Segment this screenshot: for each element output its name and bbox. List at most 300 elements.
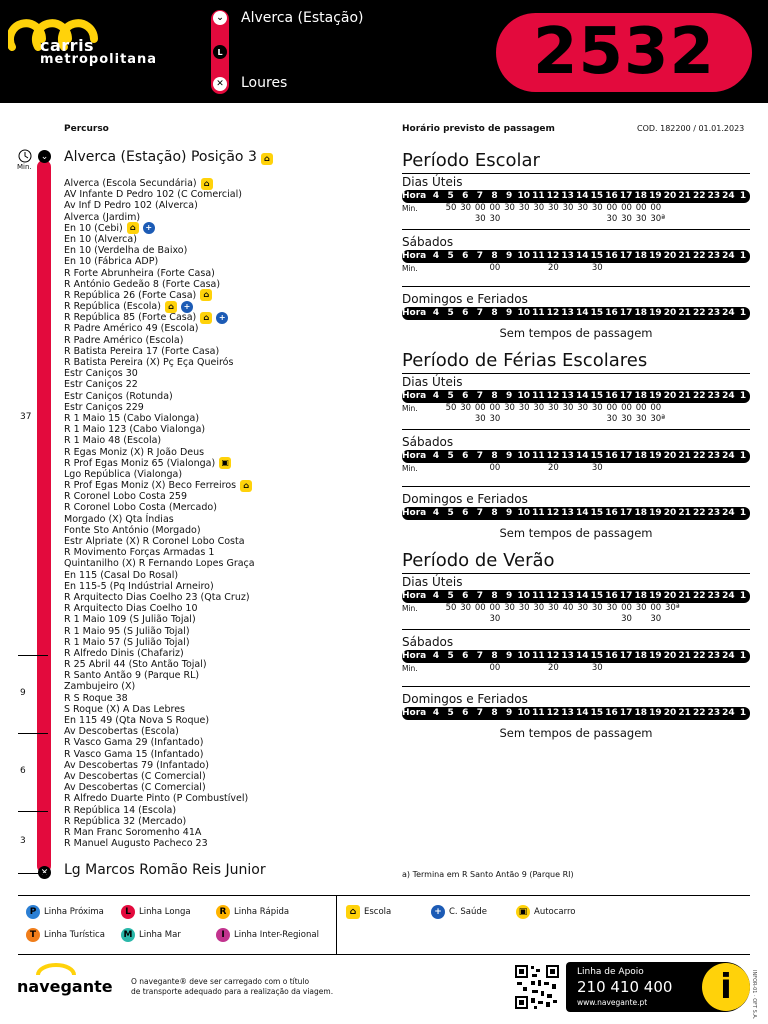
period-title: Período de Verão [402, 550, 750, 574]
stop-name: R Padre Américo (Escola) [64, 334, 184, 346]
hour-cell: 11 [532, 308, 545, 318]
hour-cell: 9 [505, 308, 513, 318]
hour-cell: 20 [663, 251, 677, 261]
hour-cell: 5 [447, 391, 454, 401]
hour-cell: 6 [462, 308, 469, 318]
minute-cell: 00 [650, 603, 662, 613]
stop-item[interactable] [64, 648, 344, 659]
hour-cell: 17 [619, 191, 633, 201]
hour-cell: 6 [462, 708, 469, 718]
stop-name: R Santo Antão 9 (Parque RL) [64, 670, 200, 682]
stop-item[interactable] [64, 637, 344, 648]
hour-cell: 7 [476, 251, 483, 261]
hour-cell: 5 [447, 451, 454, 461]
stop-item[interactable] [64, 603, 344, 614]
hour-cell: 6 [462, 651, 469, 661]
hour-cell: 4 [432, 591, 440, 601]
hour-cell: 17 [619, 708, 633, 718]
hour-cell: 23 [707, 191, 721, 201]
hour-cell: 11 [532, 651, 545, 661]
hour-cell: 19 [649, 451, 662, 461]
stop-name: Zambujeiro (X) [64, 681, 136, 693]
hours-header [402, 590, 750, 603]
stop-name: Estr Caniços 30 [64, 368, 138, 380]
minute-cell: 30 [621, 414, 632, 424]
minutes-row [402, 463, 750, 474]
minute-cell: 30 [621, 614, 632, 624]
minutes-label: Min. [17, 163, 32, 171]
minutes-label: Min. [402, 404, 418, 413]
stop-name: R 1 Maio 48 (Escola) [64, 435, 162, 447]
hour-cell: 23 [707, 391, 721, 401]
hour-cell: 13 [561, 591, 574, 601]
minute-cell: 30 [460, 603, 472, 613]
minute-cell: 00 [621, 403, 632, 413]
stop-item[interactable] [64, 782, 344, 793]
hour-cell: 22 [692, 191, 706, 201]
help-url[interactable]: www.navegante.pt [577, 998, 648, 1007]
stop-item[interactable] [64, 626, 344, 637]
stop-item[interactable] [64, 178, 344, 189]
bus-icon: ▣ [516, 905, 530, 919]
stop-item[interactable] [64, 558, 344, 569]
stop-item[interactable] [64, 458, 344, 469]
stop-item[interactable] [64, 245, 344, 256]
stop-item[interactable] [64, 805, 344, 816]
legend-label: Autocarro [534, 907, 576, 917]
schedule-label: Horário previsto de passagem [402, 124, 555, 134]
hours-label: Hora [402, 708, 427, 718]
stop-item[interactable] [64, 771, 344, 782]
stop-name: AV Infante D Pedro 102 (C Comercial) [64, 189, 242, 201]
stop-item[interactable] [64, 749, 344, 760]
segment-minutes: 9 [20, 688, 26, 698]
hours-header [402, 250, 750, 263]
hour-cell: 7 [476, 191, 483, 201]
minute-cell: 30 [489, 614, 501, 624]
stop-item[interactable] [64, 268, 344, 279]
hour-cell: 23 [707, 251, 721, 261]
stop-item[interactable] [64, 469, 344, 480]
stop-name: Fonte Sto António (Morgado) [64, 524, 201, 536]
health-icon: + [181, 301, 193, 313]
hour-cell: 10 [517, 251, 530, 261]
minutes-label: Min. [402, 664, 418, 673]
minute-cell: 30 [474, 414, 486, 424]
help-title: Linha de Apoio [577, 967, 644, 977]
school-icon: ⌂ [346, 905, 360, 919]
legend-label: Linha Turística [44, 930, 105, 940]
stop-item[interactable] [64, 838, 344, 849]
hour-cell: 4 [432, 651, 440, 661]
stop-name: Estr Caniços (Rotunda) [64, 390, 173, 402]
divider [402, 629, 750, 630]
stop-item[interactable] [64, 525, 344, 536]
hour-cell: 15 [590, 308, 604, 318]
hour-cell: 18 [634, 308, 647, 318]
minute-cell: 00 [474, 403, 486, 413]
school-icon: ⌂ [165, 301, 177, 313]
hour-cell: 23 [707, 591, 721, 601]
code-label: COD. 182200 / 01.01.2023 [637, 124, 745, 133]
brand-subname: metropolitana [40, 52, 158, 67]
no-times-message: Sem tempos de passagem [499, 726, 653, 740]
minute-cell: 20 [547, 263, 559, 273]
minutes-row [402, 263, 750, 274]
hour-cell: 10 [517, 708, 530, 718]
stop-item[interactable] [64, 514, 344, 525]
hour-cell: 22 [692, 591, 706, 601]
stop-item[interactable] [64, 793, 344, 804]
line-type-badge: M [121, 928, 135, 942]
stop-item[interactable] [64, 379, 344, 390]
minute-cell: 30 [504, 603, 515, 613]
hour-cell: 23 [707, 708, 721, 718]
stop-name: Morgado (X) Qta Índias [64, 513, 174, 525]
stop-name: R República 85 (Forte Casa) [64, 312, 197, 324]
schedule-panel [402, 150, 750, 740]
hours-label: Hora [402, 251, 427, 261]
school-icon: ⌂ [127, 222, 139, 234]
hour-cell: 6 [462, 508, 469, 518]
stop-name: R 1 Maio 95 (S Julião Tojal) [64, 625, 190, 637]
stop-item[interactable] [64, 301, 344, 312]
hour-cell: 13 [561, 251, 574, 261]
stop-name: R Padre Américo 49 (Escola) [64, 323, 199, 335]
minute-cell: 40 [562, 603, 574, 613]
stop-name: R Movimento Forças Armadas 1 [64, 547, 215, 559]
hours-label: Hora [402, 591, 427, 601]
hours-label: Hora [402, 508, 427, 518]
hour-cell: 15 [590, 651, 604, 661]
hour-cell: 12 [546, 708, 560, 718]
bus-icon: ▣ [219, 457, 231, 469]
stop-name: R Alfredo Dinis (Chafariz) [64, 647, 184, 659]
hour-cell: 24 [722, 251, 735, 261]
hour-cell: 19 [649, 251, 662, 261]
hour-cell: 18 [634, 508, 647, 518]
stop-item[interactable] [64, 670, 344, 681]
hour-cell: 21 [678, 391, 691, 401]
stop-item[interactable] [64, 592, 344, 603]
hour-cell: 6 [462, 391, 469, 401]
school-icon: ⌂ [261, 153, 273, 165]
stop-item[interactable] [64, 290, 344, 301]
stop-item[interactable] [64, 447, 344, 458]
stop-item[interactable] [64, 212, 344, 223]
line-type-badge: I [216, 928, 230, 942]
minute-cell: 30ª [650, 414, 666, 424]
hour-cell: 14 [575, 391, 589, 401]
stop-item[interactable] [64, 827, 344, 838]
hour-cell: 19 [649, 651, 662, 661]
stop-item[interactable] [64, 614, 344, 625]
day-type-title: Dias Úteis [402, 375, 463, 389]
hour-cell: 19 [649, 508, 662, 518]
stop-item[interactable] [64, 346, 344, 357]
no-times-message: Sem tempos de passagem [499, 326, 653, 340]
hour-cell: 10 [517, 451, 530, 461]
stop-item[interactable] [64, 312, 344, 323]
minute-cell: 30 [591, 263, 603, 273]
hour-cell: 23 [707, 508, 721, 518]
hour-cell: 19 [649, 191, 662, 201]
stop-item[interactable] [64, 234, 344, 245]
stop-name: Av Descobertas (C Comercial) [64, 782, 206, 794]
stop-name: Estr Alpriate (X) R Coronel Lobo Costa [64, 536, 245, 547]
minute-cell: 30 [533, 603, 545, 613]
stop-item[interactable] [64, 335, 344, 346]
hour-cell: 9 [505, 251, 513, 261]
legend-line-type [26, 905, 104, 919]
hour-cell: 17 [619, 391, 633, 401]
minute-cell: 30 [460, 403, 472, 413]
stop-name: Av Inf D Pedro 102 (Alverca) [64, 200, 198, 212]
minute-cell: 30 [591, 463, 603, 473]
stop-item[interactable] [64, 256, 344, 267]
hour-cell: 16 [605, 251, 618, 261]
hour-cell: 16 [605, 191, 618, 201]
hour-cell: 9 [505, 191, 513, 201]
hour-cell: 21 [678, 708, 691, 718]
clock-icon [17, 148, 33, 164]
stop-name: R Egas Moniz (X) R João Deus [64, 446, 205, 458]
minute-cell: 30 [489, 414, 501, 424]
hours-label: Hora [402, 191, 427, 201]
route-line [37, 160, 51, 873]
first-stop[interactable] [64, 149, 273, 165]
stop-item[interactable] [64, 480, 344, 491]
hour-cell: 12 [546, 508, 560, 518]
legend-symbol [516, 905, 575, 919]
hour-cell: 13 [561, 191, 574, 201]
hour-cell: 8 [491, 651, 498, 661]
help-phone[interactable]: 210 410 400 [577, 978, 673, 996]
stop-name: Estr Caniços 22 [64, 379, 138, 391]
minute-cell: 30 [504, 403, 515, 413]
stop-name: R República 26 (Forte Casa) [64, 289, 197, 301]
hour-cell: 1 [739, 308, 747, 318]
minute-cell: 30 [606, 603, 618, 613]
minutes-row [402, 403, 750, 414]
minute-cell: 30 [533, 203, 545, 213]
hour-cell: 22 [692, 508, 706, 518]
stop-name: Av Descobertas (Escola) [64, 726, 179, 738]
hour-cell: 15 [590, 391, 604, 401]
hour-cell: 5 [447, 591, 454, 601]
minute-cell: 20 [547, 463, 559, 473]
minute-cell: 00 [606, 403, 618, 413]
info-icon: i [702, 963, 750, 1011]
hour-cell: 13 [561, 508, 574, 518]
hour-cell: 21 [678, 308, 691, 318]
hour-cell: 1 [739, 508, 747, 518]
minute-cell: 00 [489, 663, 501, 673]
minutes-row [402, 614, 750, 625]
hour-cell: 22 [692, 451, 706, 461]
hours-header [402, 507, 750, 520]
hour-cell: 6 [462, 191, 469, 201]
stop-item[interactable] [64, 737, 344, 748]
day-type-title: Domingos e Feriados [402, 292, 528, 306]
hours-header [402, 390, 750, 403]
hour-cell: 24 [722, 451, 735, 461]
hour-cell: 21 [678, 191, 691, 201]
stop-item[interactable] [64, 704, 344, 715]
hour-cell: 16 [605, 708, 618, 718]
school-icon: ⌂ [200, 289, 212, 301]
minute-cell: 00 [606, 203, 618, 213]
hour-cell: 9 [505, 591, 513, 601]
minute-cell: 30 [621, 214, 632, 224]
hour-cell: 21 [678, 651, 691, 661]
segment-divider [18, 733, 48, 734]
legend-line-type [216, 905, 289, 919]
stop-name: En 10 (Fábrica ADP) [64, 256, 159, 268]
minute-cell: 30 [547, 403, 559, 413]
stop-item[interactable] [64, 279, 344, 290]
hour-cell: 8 [491, 591, 498, 601]
stop-item[interactable] [64, 816, 344, 827]
hour-cell: 14 [575, 651, 589, 661]
footnote: a) Termina em R Santo Antão 9 (Parque RI) [402, 870, 574, 879]
navegante-logo-icon [36, 963, 76, 977]
stop-item[interactable] [64, 435, 344, 446]
stop-item[interactable] [64, 547, 344, 558]
stop-item[interactable] [64, 760, 344, 771]
stop-item[interactable] [64, 581, 344, 592]
hour-cell: 24 [722, 508, 735, 518]
hour-cell: 15 [590, 508, 604, 518]
hour-cell: 24 [722, 591, 735, 601]
stop-item[interactable] [64, 491, 344, 502]
minute-cell: 30ª [650, 214, 666, 224]
hour-cell: 13 [561, 391, 574, 401]
qr-code-icon[interactable] [514, 964, 560, 1010]
stop-item[interactable] [64, 693, 344, 704]
minute-cell: 30 [562, 203, 574, 213]
stop-item[interactable] [64, 189, 344, 200]
minute-cell: 00 [635, 203, 647, 213]
stop-item[interactable] [64, 200, 344, 211]
line-type-badge: P [26, 905, 40, 919]
stop-name: R República (Escola) [64, 301, 161, 313]
hour-cell: 21 [678, 251, 691, 261]
stop-name: Alverca (Escola Secundária) [64, 178, 197, 189]
minute-cell: 30 [591, 203, 603, 213]
stop-item[interactable] [64, 659, 344, 670]
health-icon: + [216, 312, 228, 324]
hour-cell: 1 [739, 708, 747, 718]
hours-header [402, 707, 750, 720]
minute-cell: 30 [547, 203, 559, 213]
stop-name: R Vasco Gama 15 (Infantado) [64, 748, 204, 760]
hour-cell: 12 [546, 308, 560, 318]
minute-cell: 30 [460, 203, 472, 213]
minute-cell: 50 [445, 203, 457, 213]
hour-cell: 20 [663, 591, 677, 601]
hour-cell: 22 [692, 391, 706, 401]
stop-item[interactable] [64, 681, 344, 692]
hour-cell: 16 [605, 451, 618, 461]
stop-item[interactable] [64, 715, 344, 726]
hour-cell: 8 [491, 391, 498, 401]
minute-cell: 30ª [664, 603, 680, 613]
hour-cell: 7 [476, 591, 483, 601]
hour-cell: 21 [678, 591, 691, 601]
hour-cell: 17 [619, 508, 633, 518]
stop-item[interactable] [64, 223, 344, 234]
legend-label: Linha Longa [139, 907, 191, 917]
segment-minutes: 37 [20, 412, 32, 422]
stop-item[interactable] [64, 536, 344, 547]
hour-cell: 18 [634, 251, 647, 261]
stop-item[interactable] [64, 726, 344, 737]
stop-item[interactable] [64, 323, 344, 334]
line-type-badge: L [213, 45, 227, 59]
day-type-title: Sábados [402, 635, 454, 649]
stop-item[interactable] [64, 368, 344, 379]
hour-cell: 11 [532, 451, 545, 461]
help-line-box[interactable] [566, 962, 750, 1012]
hour-cell: 16 [605, 508, 618, 518]
hour-cell: 24 [722, 708, 735, 718]
stop-item[interactable] [64, 391, 344, 402]
stop-item[interactable] [64, 413, 344, 424]
divider [402, 286, 750, 287]
hour-cell: 4 [432, 391, 440, 401]
stop-item[interactable] [64, 570, 344, 581]
stop-name: R 25 Abril 44 (Sto Antão Tojal) [64, 659, 207, 671]
legend-label: Linha Próxima [44, 907, 104, 917]
hour-cell: 10 [517, 191, 530, 201]
stop-item[interactable] [64, 424, 344, 435]
hour-cell: 19 [649, 391, 662, 401]
hour-cell: 1 [739, 451, 747, 461]
divider [402, 686, 750, 687]
hour-cell: 11 [532, 508, 545, 518]
hour-cell: 15 [590, 251, 604, 261]
hour-cell: 6 [462, 591, 469, 601]
stop-item[interactable] [64, 402, 344, 413]
hour-cell: 18 [634, 391, 647, 401]
minute-cell: 30 [591, 603, 603, 613]
hour-cell: 23 [707, 451, 721, 461]
hour-cell: 16 [605, 651, 618, 661]
stop-item[interactable] [64, 357, 344, 368]
hour-cell: 1 [739, 651, 747, 661]
stop-name: En 10 (Cebi) [64, 222, 123, 234]
hour-cell: 4 [432, 508, 440, 518]
hour-cell: 5 [447, 508, 454, 518]
hour-cell: 14 [575, 308, 589, 318]
hour-cell: 19 [649, 591, 662, 601]
hour-cell: 5 [447, 191, 454, 201]
divider [402, 429, 750, 430]
hour-cell: 12 [546, 451, 560, 461]
minute-cell: 30 [635, 603, 647, 613]
last-stop[interactable]: Lg Marcos Romão Reis Junior [64, 862, 266, 878]
hour-cell: 19 [649, 308, 662, 318]
hour-cell: 4 [432, 251, 440, 261]
minute-cell: 00 [621, 203, 632, 213]
stop-name: Quintanilho (X) R Fernando Lopes Graça [64, 558, 255, 570]
hour-cell: 23 [707, 308, 721, 318]
hours-label: Hora [402, 451, 427, 461]
stop-item[interactable] [64, 502, 344, 513]
minute-cell: 20 [547, 663, 559, 673]
destination-name: Loures [241, 75, 288, 91]
